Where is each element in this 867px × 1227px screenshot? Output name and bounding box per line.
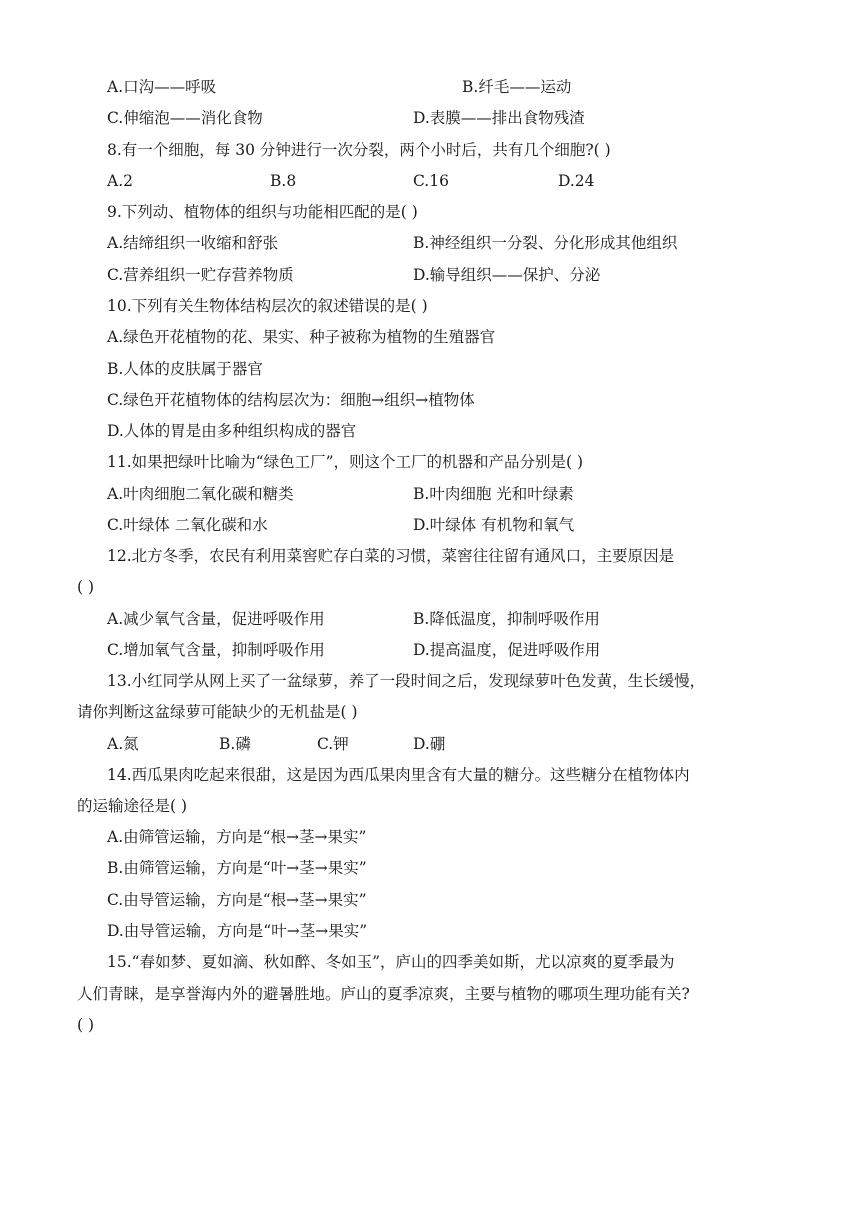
q10-option-d: D.人体的胃是由多种组织构成的器官 (107, 422, 357, 440)
q13-stem: 13.小红同学从网上买了一盆绿萝，养了一段时间之后，发现绿萝叶色发黄，生长缓慢， (107, 672, 706, 690)
q8-option-b: B.8 (270, 172, 297, 190)
q7-option-d: D.表膜——排出食物残渣 (413, 109, 585, 127)
q8-option-d: D.24 (558, 172, 595, 190)
q15-stem: 15.“春如梦、夏如滴、秋如醉、冬如玉”，庐山的四季美如斯，尤以凉爽的夏季最为 (107, 953, 675, 971)
q9-stem: 9.下列动、植物体的组织与功能相匹配的是( ) (107, 203, 418, 221)
q10-stem: 10.下列有关生物体结构层次的叙述错误的是( ) (107, 297, 428, 315)
q13-stem-continued: 请你判断这盆绿萝可能缺少的无机盐是( ) (77, 703, 358, 721)
q7-option-b: B.纤毛——运动 (462, 78, 572, 96)
q12-stem-continued: ( ) (77, 578, 95, 596)
q14-option-d: D.由导管运输，方向是“叶→茎→果实” (107, 922, 368, 940)
q7-option-c: C.伸缩泡——消化食物 (107, 109, 263, 127)
q11-stem: 11.如果把绿叶比喻为“绿色工厂”，则这个工厂的机器和产品分别是( ) (107, 453, 584, 471)
q14-stem: 14.西瓜果肉吃起来很甜，这是因为西瓜果肉里含有大量的糖分。这些糖分在植物体内 (107, 766, 690, 784)
q11-option-c: C.叶绿体 二氧化碳和水 (107, 516, 268, 534)
q14-option-c: C.由导管运输，方向是“根→茎→果实” (107, 891, 367, 909)
q12-option-b: B.降低温度，抑制呼吸作用 (413, 610, 600, 628)
q13-option-a: A.氮 (107, 735, 139, 753)
q13-option-b: B.磷 (219, 735, 251, 753)
q15-answer-blank: ( ) (77, 1016, 95, 1034)
q10-option-b: B.人体的皮肤属于器官 (107, 360, 263, 378)
q12-option-c: C.增加氧气含量，抑制呼吸作用 (107, 641, 325, 659)
q8-stem: 8.有一个细胞，每 30 分钟进行一次分裂，两个小时后，共有几个细胞?( ) (107, 141, 611, 159)
q9-option-a: A.结缔组织一收缩和舒张 (107, 234, 279, 252)
q12-stem: 12.北方冬季，农民有利用菜窖贮存白菜的习惯，菜窖往往留有通风口，主要原因是 (107, 547, 675, 565)
q10-option-a: A.绿色开花植物的花、果实、种子被称为植物的生殖器官 (107, 328, 496, 346)
q15-stem-continued: 人们青睐，是享誉海内外的避暑胜地。庐山的夏季凉爽，主要与植物的哪项生理功能有关? (77, 985, 690, 1003)
q11-option-a: A.叶肉细胞二氧化碳和糖类 (107, 485, 294, 503)
q14-option-a: A.由筛管运输，方向是“根→茎→果实” (107, 828, 367, 846)
q14-option-b: B.由筛管运输，方向是“叶→茎→果实” (107, 859, 367, 877)
q13-option-c: C.钾 (317, 735, 349, 753)
q9-option-d: D.输导组织——保护、分泌 (413, 266, 601, 284)
q12-option-a: A.减少氧气含量，促进呼吸作用 (107, 610, 325, 628)
q10-option-c: C.绿色开花植物体的结构层次为：细胞→组织→植物体 (107, 391, 475, 409)
q7-option-a: A.口沟——呼吸 (107, 78, 217, 96)
q8-option-a: A.2 (107, 172, 133, 190)
q9-option-c: C.营养组织一贮存营养物质 (107, 266, 294, 284)
q11-option-d: D.叶绿体 有机物和氧气 (413, 516, 575, 534)
q13-option-d: D.硼 (413, 735, 446, 753)
q9-option-b: B.神经组织一分裂、分化形成其他组织 (413, 234, 678, 252)
q12-option-d: D.提高温度，促进呼吸作用 (413, 641, 601, 659)
q14-stem-continued: 的运输途径是( ) (77, 797, 188, 815)
q11-option-b: B.叶肉细胞 光和叶绿素 (413, 485, 574, 503)
q8-option-c: C.16 (413, 172, 449, 190)
